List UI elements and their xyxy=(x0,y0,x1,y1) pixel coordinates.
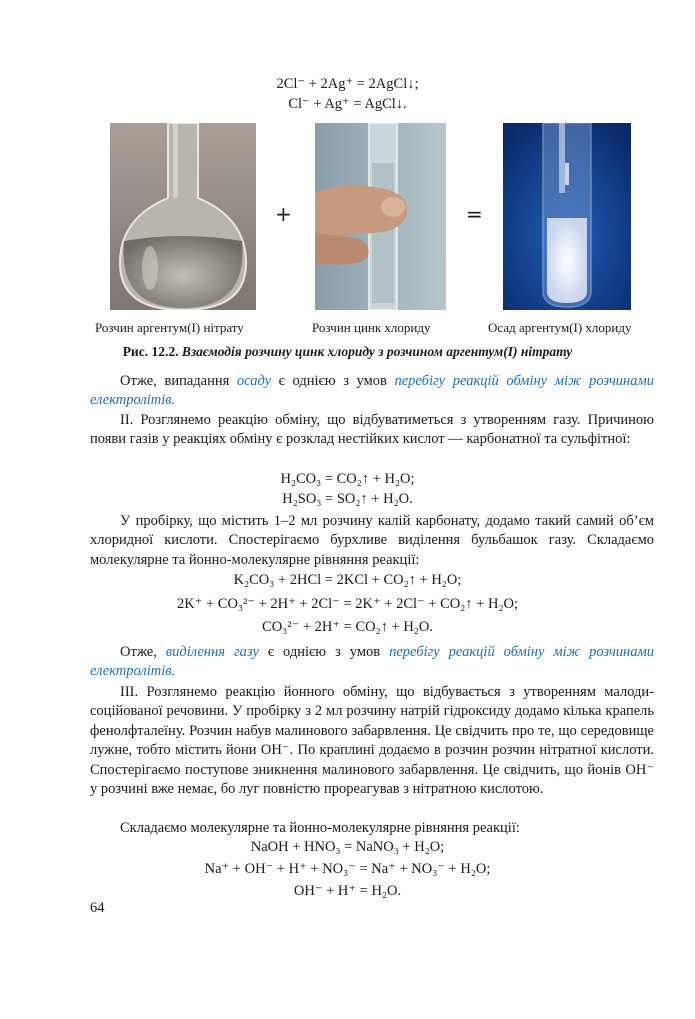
paragraph-gas-formation: ІІ. Розглянемо реакцію обміну, що відбуватиметься з утворенням газу. Причиною появи газів у реакціях обміну є розклад нестійких кислот — карбонатної та сульфітної: xyxy=(90,412,654,448)
paragraph-equation-intro: Складаємо молекулярне та йонно-молекулярне рівняння реакції: xyxy=(120,820,520,836)
equation-naoh-molecular: NaOH + HNO₃ = NaNO₃ + H₂O; xyxy=(250,839,445,855)
equation-naoh-short-ionic: OH⁻ + H⁺ = H₂O. xyxy=(293,883,402,899)
equation-carbonic-acid: H₂CO₃ = CO₂↑ + H₂O; xyxy=(280,471,415,487)
page-number: 64 xyxy=(90,900,105,916)
paragraph-weak-electrolyte: ІІІ. Розглянемо реакцію йонного обміну, що відбувається з утворенням малодисоційованої речовини. У пробірку з 2 мл розчину натрій гідроксиду додамо кілька крапель фенолфталеїну. Розчин набув малинового забарвлення. Це свідчить про те, що середовище лужне, тобто містить йони OH⁻. По краплині додаємо в розчин розчин нітратної кислоти. Спостерігаємо поступове зникнення малинового забарвлення. Це свідчить, що йонів OH⁻ у розчині вже немає, бо луг повністю прореагував з нітратною кислотою. xyxy=(90,684,654,798)
photo-silver-nitrate-flask xyxy=(110,123,256,310)
caption-silver-chloride: Осад аргентум(І) хлориду xyxy=(488,320,632,335)
highlight-exchange-reactions: перебігу реакцій обміну між розчинами електролітів. xyxy=(90,373,654,409)
equation-silver-chloride-2: Cl⁻ + Ag⁺ = AgCl↓. xyxy=(288,96,407,112)
caption-zinc-chloride: Розчин цинк хлориду xyxy=(312,320,431,335)
equation-k2co3-molecular: K₂CO₃ + 2HCl = 2KCl + CO₂↑ + H₂O; xyxy=(233,572,462,588)
figure-label: Рис. 12.2. xyxy=(122,344,179,359)
equation-k2co3-ionic: 2K⁺ + CO₃²⁻ + 2H⁺ + 2Cl⁻ = 2K⁺ + 2Cl⁻ + CO₂↑ + H₂O; xyxy=(177,596,518,612)
plus-sign: + xyxy=(275,202,292,226)
figure-title: Взаємодія розчину цинк хлориду з розчином аргентум(І) нітрату xyxy=(181,344,573,359)
photo-zinc-chloride-test-tube xyxy=(315,123,446,310)
equation-silver-chloride-1: 2Cl⁻ + 2Ag⁺ = 2AgCl↓; xyxy=(276,76,419,92)
caption-silver-nitrate: Розчин аргентум(І) нітрату xyxy=(95,320,244,335)
equation-sulfurous-acid: H₂SO₃ = SO₂↑ + H₂O. xyxy=(282,491,413,507)
paragraph-gas-condition: Отже, виділення газу є однією з умов перебігу реакцій обміну між розчинами електролітів. xyxy=(90,644,654,680)
equation-naoh-ionic: Na⁺ + OH⁻ + H⁺ + NO₃⁻ = Na⁺ + NO₃⁻ + H₂O; xyxy=(204,861,491,877)
highlight-exchange-reactions-2: перебігу реакцій обміну між розчинами електролітів. xyxy=(90,644,654,680)
equation-k2co3-short-ionic: CO₃²⁻ + 2H⁺ = CO₂↑ + H₂O. xyxy=(262,619,433,635)
figure-caption xyxy=(0,344,695,360)
highlight-gas-evolution: виділення газу xyxy=(165,644,259,660)
paragraph-potassium-carbonate-experiment: У пробірку, що містить 1–2 мл розчину калій карбонату, додамо такий самий об’єм хлоридної кислоти. Спостерігаємо бурхливе виділення бульбашок газу. Складаємо молекулярне та йонно-молекулярне рівняння реакції: xyxy=(90,513,654,568)
photo-silver-chloride-precipitate xyxy=(503,123,631,310)
highlight-precipitate: осаду xyxy=(236,373,272,389)
equals-sign: = xyxy=(466,202,483,226)
paragraph-precipitate-condition: Отже, випадання осаду є однією з умов перебігу реакцій обміну між розчинами електролітів. xyxy=(90,373,654,409)
